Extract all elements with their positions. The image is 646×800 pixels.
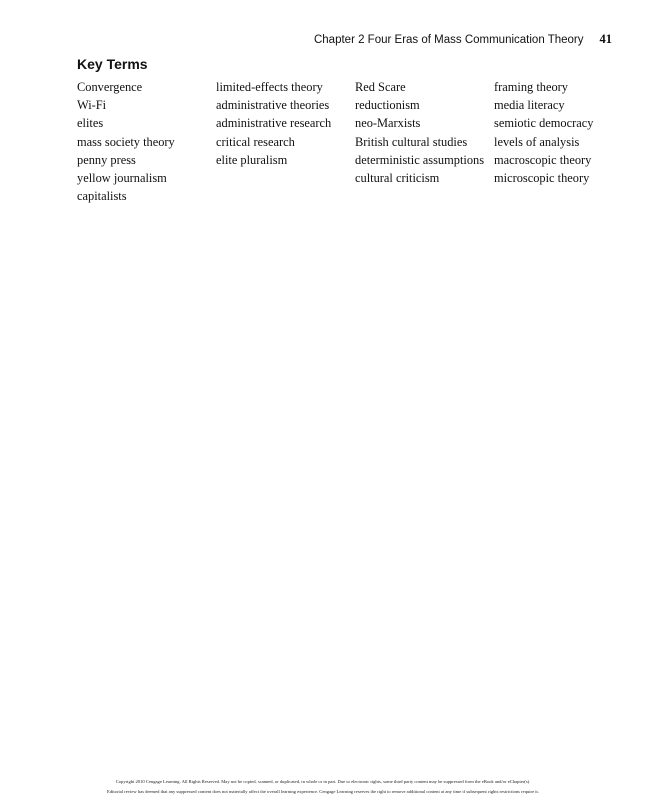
term-limited-effects-theory: limited-effects theory xyxy=(216,80,323,94)
terms-column-4 xyxy=(494,80,632,189)
term-macroscopic-theory: macroscopic theory xyxy=(494,152,592,167)
term-administrative-research: administrative research xyxy=(216,116,332,131)
term-yellow-journalism: yellow journalism xyxy=(77,170,167,185)
running-header xyxy=(314,32,612,47)
copyright-notice: Copyright 2010 Cengage Learning. All Rights Reserved. May not be copied, scanned, or duplicated, in whole or in part. Due to electronic rights, some third party content may be suppressed from the eBook and/or eChapter(s). xyxy=(115,779,531,784)
terms-column-1 xyxy=(77,80,215,207)
terms-column-3 xyxy=(355,80,493,189)
terms-column-2 xyxy=(216,80,354,171)
key-terms-grid xyxy=(77,80,617,220)
term-media-literacy: media literacy xyxy=(494,98,565,113)
term-elites: elites xyxy=(77,116,104,131)
term-red-scare: Red Scare xyxy=(355,80,406,94)
term-penny-press: penny press xyxy=(77,152,136,167)
term-wi-fi: Wi-Fi xyxy=(77,98,107,113)
term-capitalists: capitalists xyxy=(77,189,127,204)
term-mass-society-theory: mass society theory xyxy=(77,134,175,149)
chapter-title: Chapter 2 Four Eras of Mass Communication Theory xyxy=(313,34,584,46)
editorial-notice: Editorial review has deemed that any suppressed content does not materially affect the overall learning experience. Cengage Learning reserves the right to remove additional content at any time if subsequent rights restrictions require it. xyxy=(107,789,539,794)
term-deterministic-assumptions: deterministic assumptions xyxy=(355,152,485,167)
term-convergence: Convergence xyxy=(77,80,143,94)
term-cultural-criticism: cultural criticism xyxy=(355,170,440,185)
term-reductionism: reductionism xyxy=(355,98,420,113)
term-british-cultural-studies: British cultural studies xyxy=(355,134,468,149)
term-administrative-theories: administrative theories xyxy=(216,98,330,113)
term-critical-research: critical research xyxy=(216,134,295,149)
page-number: 41 xyxy=(599,32,612,46)
term-elite-pluralism: elite pluralism xyxy=(216,152,288,167)
term-neo-marxists: neo-Marxists xyxy=(355,116,421,131)
key-terms-heading: Key Terms xyxy=(77,56,148,72)
term-levels-of-analysis: levels of analysis xyxy=(494,134,580,149)
term-framing-theory: framing theory xyxy=(494,80,568,94)
term-semiotic-democracy: semiotic democracy xyxy=(494,116,594,131)
term-microscopic-theory: microscopic theory xyxy=(494,170,590,185)
